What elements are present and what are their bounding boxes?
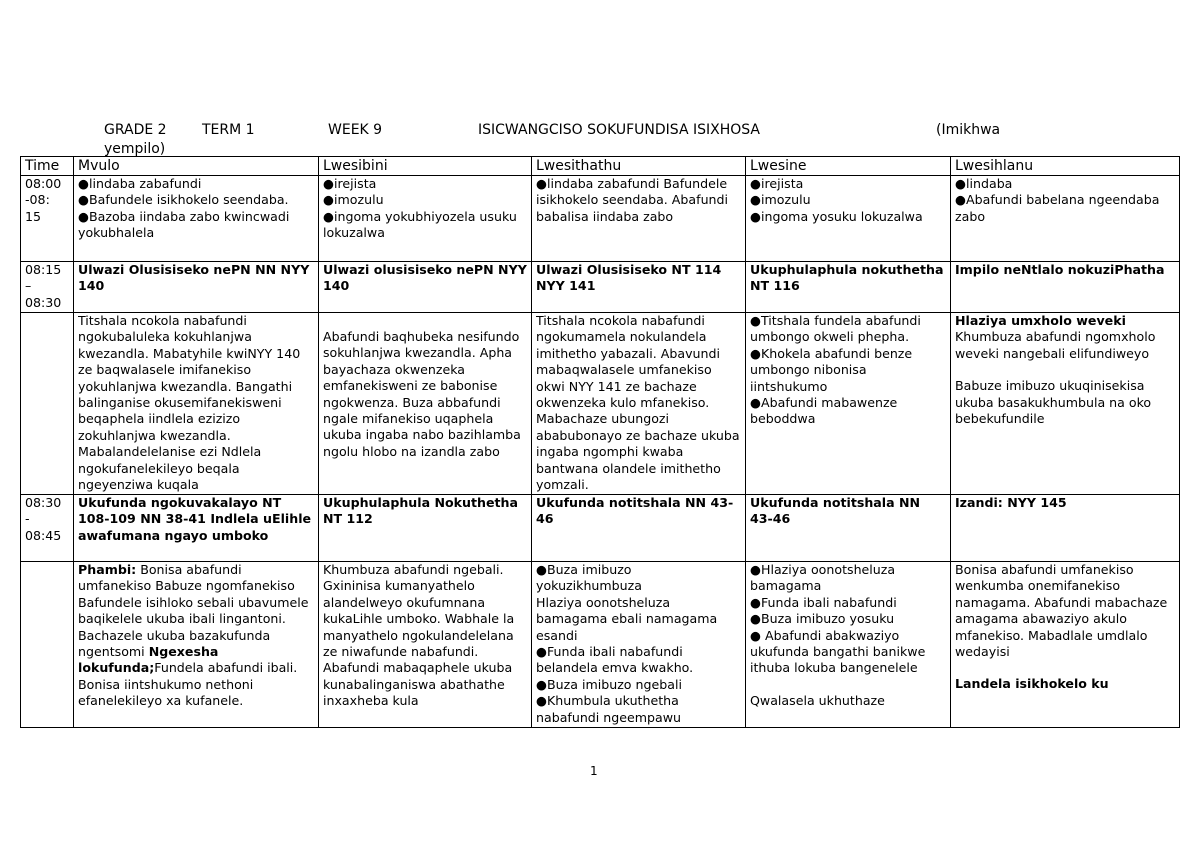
header-wednesday: Lwesithathu: [532, 157, 746, 176]
list-item: ● Buza imibuzo yosuku: [750, 611, 946, 627]
table-header-row: [21, 157, 1180, 176]
theme-label: (Imikhwa: [936, 122, 1001, 138]
grade-label: GRADE 2: [104, 122, 167, 138]
cell-paragraph: Qwalasela ukhuthaze: [750, 692, 885, 708]
wednesday-cell: Ulwazi Olusisiseko NT 114 NYY 141: [532, 262, 746, 313]
list-item: ● Buza imibuzo ngebali: [536, 677, 741, 693]
list-item: ● Buza imibuzo yokuzikhumbuza: [536, 562, 741, 595]
list-item: ● lindaba zabafundi: [78, 176, 314, 192]
header-monday: Mvulo: [74, 157, 319, 176]
friday-cell: [951, 562, 1180, 728]
header-thursday: Lwesine: [746, 157, 951, 176]
list-item: ● imozulu: [750, 192, 946, 208]
list-item: ● Bafundele isikhokelo seendaba.: [78, 192, 314, 208]
list-item: ● Khokela abafundi benze umbongo nibonisa iintshukumo: [750, 346, 946, 395]
time-cell: 08:15 – 08:30: [21, 262, 74, 313]
cell-text: Titshala ncokola nabafundi ngokubaluleka kokuhlanjwa kwezandla. Mabatyhile kwiNYY 140 ze baqwalasele imifanekiso yokuhlanjwa kwezandla. Bangathi balinganise okusemifanekisweni beqaphela iindlela ezizizo zokuhlanjwa kwezandla. Mabalandelelanise ezi Ndlela ngokufanelekileyo beqala ngeyenziwa kuqala: [78, 313, 301, 493]
table-row: [21, 313, 1180, 495]
header-time: Time: [21, 157, 74, 176]
cell-list: [536, 562, 741, 727]
wednesday-cell: Ukufunda notitshala NN 43-46: [532, 495, 746, 562]
theme-label-continued: yempilo): [104, 141, 166, 157]
lesson-plan-table: [20, 156, 1180, 728]
tuesday-cell: Ukuphulaphula Nokuthetha NT 112: [319, 495, 532, 562]
cell-paragraph: Landela isikhokelo ku: [955, 676, 1109, 692]
list-item: ● ingoma yosuku lokuzalwa: [750, 209, 946, 225]
time-cell: [21, 562, 74, 728]
tuesday-cell: [319, 313, 532, 495]
document-title: ISICWANGCISO SOKUFUNDISA ISIXHOSA: [478, 122, 760, 138]
list-item: ● Hlaziya oonotsheluza bamagama: [750, 562, 946, 595]
monday-cell: [74, 562, 319, 728]
list-item: ● ingoma yokubhiyozela usuku lokuzalwa: [323, 209, 527, 242]
cell-text: Bafundele isikhokelo seendaba. Abafundi babalisa iindaba zabo: [536, 176, 729, 224]
list-item: ● lindaba zabafundi: [536, 176, 659, 191]
header-tuesday: Lwesibini: [319, 157, 532, 176]
cell-text: Khumbuza abafundi ngebali. Gxininisa kumanyathelo alandelweyo okufumnana kukaLihle umboko. Wabhale la manyathelo ngokulandelelana ze niwafunde nabafundi. Abafundi mabaqaphele ukuba kunabalinganiswa abathathe inxaxheba kula: [323, 562, 515, 709]
term-label: TERM 1: [202, 122, 255, 138]
list-item: ● irejista: [750, 176, 946, 192]
cell-label: Ngexesha lokufunda;: [78, 644, 219, 676]
list-item: ● Abafundi babelana ngeendaba zabo: [955, 192, 1175, 225]
cell-paragraph: Bonisa abafundi umfanekiso Babuze ngomfanekiso Bafundele isihloko sebali ubavumele baqikelele ukuba ibali lingantoni. Bachazele ukuba bazakufunda ngentsomi: [78, 562, 309, 660]
thursday-cell: [746, 176, 951, 262]
friday-cell: Impilo neNtlalo nokuziPhatha: [951, 262, 1180, 313]
thursday-cell: [746, 562, 951, 728]
list-item: ● Funda ibali nabafundi: [750, 595, 946, 611]
friday-cell: Izandi: NYY 145: [951, 495, 1180, 562]
cell-text: [78, 562, 314, 727]
list-item: ● Titshala fundela abafundi umbongo okweli phepha.: [750, 313, 946, 346]
table-row: [21, 562, 1180, 728]
table-row: [21, 495, 1180, 562]
header-friday: Lwesihlanu: [951, 157, 1180, 176]
friday-cell: [951, 176, 1180, 262]
cell-paragraph: Babuze imibuzo ukuqinisekisa ukuba basakukhumbula na oko bebekufundile: [955, 378, 1152, 427]
cell-text: [323, 313, 527, 494]
table-row: [21, 262, 1180, 313]
list-item: ● Abafundi abakwaziyo ukufunda bangathi banikwe ithuba lokuba bangenelele: [750, 628, 946, 677]
tuesday-cell: [319, 562, 532, 728]
list-item: ● Funda ibali nabafundi belandela emva kwakho.: [536, 644, 741, 677]
cell-text: [955, 562, 1175, 727]
wednesday-cell: [532, 562, 746, 728]
cell-paragraph: Khumbuza abafundi ngomxholo weveki nangebali elifundiweyo: [955, 329, 1156, 361]
list-item: ● irejista: [323, 176, 527, 192]
time-cell: 08:30 - 08:45: [21, 495, 74, 562]
tuesday-cell: Ulwazi olusisiseko nePN NYY 140: [319, 262, 532, 313]
list-item: ● lindaba: [955, 176, 1175, 192]
cell-label: Phambi:: [78, 562, 137, 577]
wednesday-cell: [532, 176, 746, 262]
table-row: [21, 176, 1180, 262]
week-label: WEEK 9: [328, 122, 383, 138]
thursday-cell: [746, 313, 951, 495]
list-item: ● imozulu: [323, 192, 527, 208]
page-number: 1: [590, 764, 598, 778]
thursday-cell: Ukuphulaphula nokuthetha NT 116: [746, 262, 951, 313]
monday-cell: Ulwazi Olusisiseko nePN NN NYY 140: [74, 262, 319, 313]
thursday-cell: Ukufunda notitshala NN 43-46: [746, 495, 951, 562]
list-item: ● Bazoba iindaba zabo kwincwadi yokubhalela: [78, 209, 314, 242]
list-item: Hlaziya oonotsheluza bamagama ebali namagama esandi: [536, 594, 718, 643]
cell-title: Hlaziya umxholo weveki: [955, 313, 1126, 328]
wednesday-cell: [532, 313, 746, 495]
cell-paragraph: Bonisa abafundi umfanekiso wenkumba onemifanekiso namagama. Abafundi mabachaze amagama abawaziyo akulo mfanekiso. Mabadlale umdlalo wedayisi: [955, 562, 1168, 660]
cell-paragraph: Abafundi baqhubeka nesifundo sokuhlanjwa kwezandla. Apha bayachaza okwenzeka emfanekisweni ze babonise ngokwenza. Buza abbafundi ngale mifanekiso uqaphela ukuba ingaba nabo bazihlamba ngolu hlobo na izandla zabo: [323, 329, 521, 459]
cell-text: Titshala ncokola nabafundi ngokumamela nokulandela imithetho yabazali. Abavundi mabaqwalasele umfanekiso okwi NYY 141 ze bachaze okwenzeka kulo mfanekiso. Mabachaze ubungozi ababubonayo ze bachaze ukuba ingaba ngomphi kwaba bantwana olandele imithetho yomzali.: [536, 313, 740, 493]
monday-cell: [74, 176, 319, 262]
cell-list: [750, 562, 946, 727]
cell-paragraph: Fundela abafundi ibali. Bonisa iintshukumo nethoni efanelekileyo xa kufanele.: [78, 660, 298, 709]
time-cell: 08:00 -08: 15: [21, 176, 74, 262]
time-cell: [21, 313, 74, 495]
monday-cell: Ukufunda ngokuvakalayo NT 108-109 NN 38-41 Indlela uElihle awafumana ngayo umboko: [74, 495, 319, 562]
monday-cell: [74, 313, 319, 495]
tuesday-cell: [319, 176, 532, 262]
list-item: ● Khumbula ukuthetha nabafundi ngeempawu: [536, 693, 741, 726]
friday-cell: [951, 313, 1180, 495]
list-item: ● Abafundi mabawenze beboddwa: [750, 395, 946, 428]
